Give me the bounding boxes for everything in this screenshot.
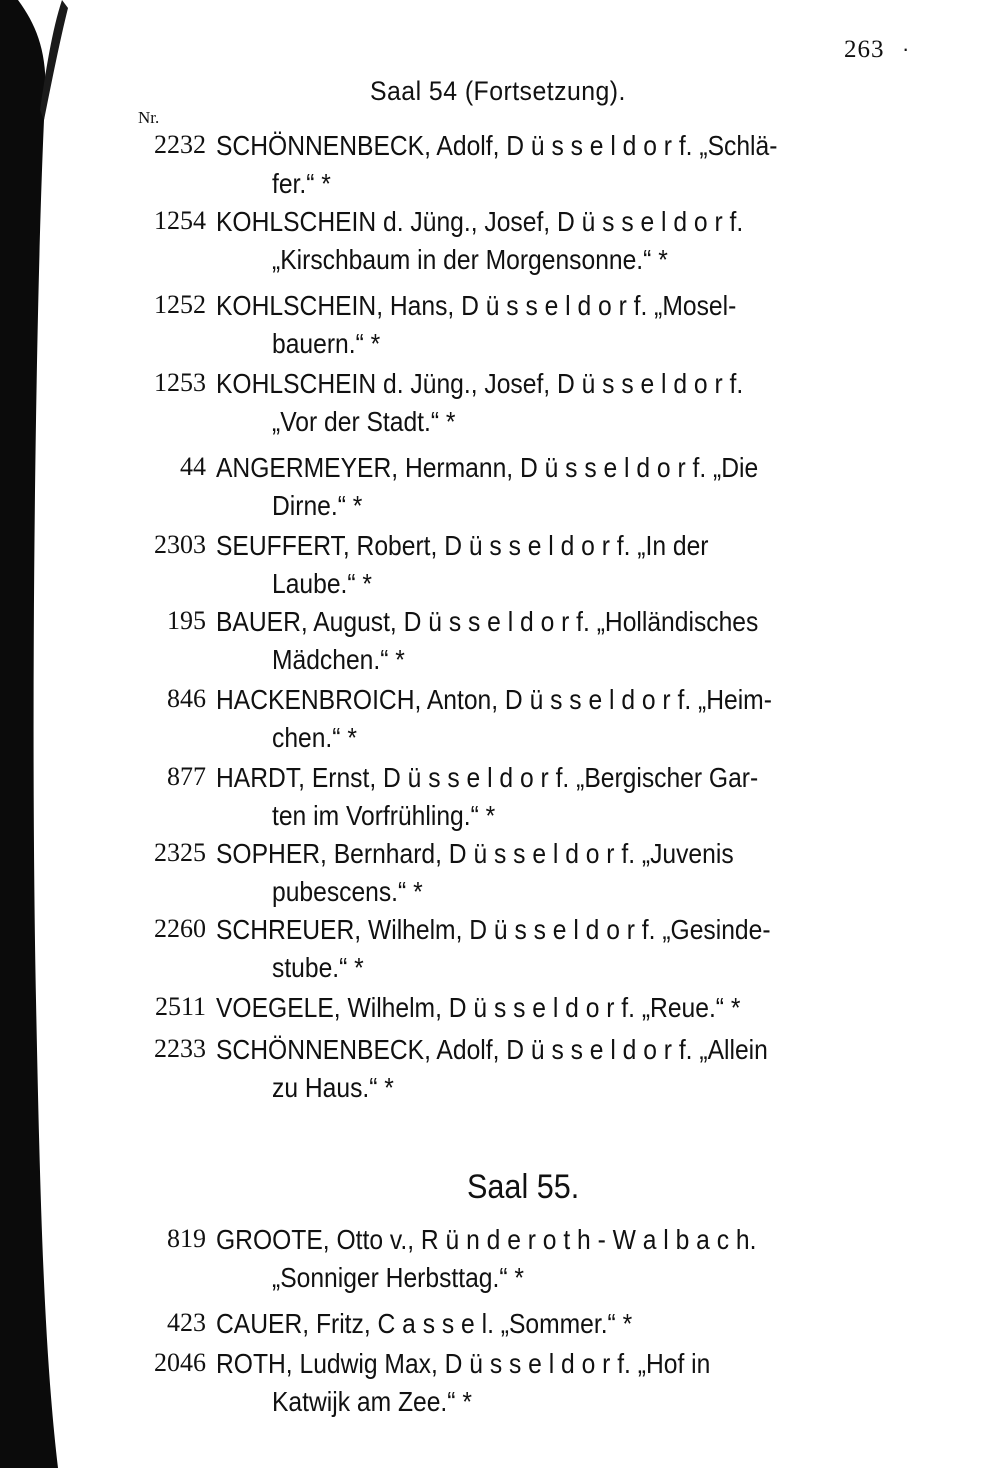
entry-line-1: SCHÖNNENBECK, Adolf, D ü s s e l d o r f. „Allein [216, 1034, 768, 1065]
entry-line-2: „Kirschbaum in der Morgensonne.“ * [272, 244, 668, 275]
section-title: Saal 55. [467, 1168, 580, 1206]
entry-line-1: BAUER, August, D ü s s e l d o r f. „Holländisches [216, 606, 759, 637]
entry-line-2: Katwijk am Zee.“ * [272, 1386, 472, 1417]
page-number: 263 [844, 36, 885, 63]
entry-line-2: bauern.“ * [272, 328, 381, 359]
running-header: Saal 54 (Fortsetzung). [370, 76, 626, 106]
entry-line-1: CAUER, Fritz, C a s s e l. „Sommer.“ * [216, 1308, 633, 1339]
entry-number: 2233 [154, 1034, 206, 1063]
entry-line-2: „Sonniger Herbsttag.“ * [272, 1262, 524, 1293]
entry-line-1: SCHREUER, Wilhelm, D ü s s e l d o r f. „Gesinde- [216, 914, 771, 945]
entry-line-2: Laube.“ * [272, 568, 373, 599]
entry-number: 195 [167, 606, 206, 635]
entry-number: 877 [167, 762, 206, 791]
entry-number: 2303 [154, 530, 206, 559]
entry-line-2: Dirne.“ * [272, 490, 363, 521]
entry-line-2: chen.“ * [272, 722, 357, 753]
entry-line-2: pubescens.“ * [272, 876, 423, 907]
entry-number: 423 [167, 1308, 206, 1337]
entry-line-2: „Vor der Stadt.“ * [272, 406, 456, 437]
entry-line-2: fer.“ * [272, 168, 331, 199]
entry-number: 1254 [154, 206, 206, 235]
entry-line-1: SOPHER, Bernhard, D ü s s e l d o r f. „Juvenis [216, 838, 734, 869]
entry-line-1: ROTH, Ludwig Max, D ü s s e l d o r f. „Hof in [216, 1348, 711, 1379]
entry-line-1: GROOTE, Otto v., R ü n d e r o t h - W a l b a c h. [216, 1224, 757, 1255]
entry-line-1: KOHLSCHEIN, Hans, D ü s s e l d o r f. „Mosel- [216, 290, 737, 321]
entry-line-1: VOEGELE, Wilhelm, D ü s s e l d o r f. „Reue.“ * [216, 992, 741, 1023]
entry-number: 846 [167, 684, 206, 713]
entry-line-1: ANGERMEYER, Hermann, D ü s s e l d o r f. „Die [216, 452, 759, 483]
page-number-mark: · [902, 36, 910, 61]
entry-number: 819 [167, 1224, 206, 1253]
entry-line-2: ten im Vorfrühling.“ * [272, 800, 496, 831]
entry-line-1: SEUFFERT, Robert, D ü s s e l d o r f. „In der [216, 530, 709, 561]
entry-line-2: zu Haus.“ * [272, 1072, 394, 1103]
entry-number: 1252 [154, 290, 206, 319]
entry-line-1: HARDT, Ernst, D ü s s e l d o r f. „Bergischer Gar- [216, 762, 759, 793]
entry-number: 1253 [154, 368, 206, 397]
entry-line-1: SCHÖNNENBECK, Adolf, D ü s s e l d o r f. „Schlä- [216, 130, 778, 161]
entry-number: 2260 [154, 914, 206, 943]
entry-line-1: KOHLSCHEIN d. Jüng., Josef, D ü s s e l d o r f. [216, 368, 744, 399]
entry-line-2: stube.“ * [272, 952, 364, 983]
entry-line-2: Mädchen.“ * [272, 644, 405, 675]
entry-line-1: HACKENBROICH, Anton, D ü s s e l d o r f. „Heim- [216, 684, 772, 715]
entry-number: 2046 [154, 1348, 206, 1377]
entry-line-1: KOHLSCHEIN d. Jüng., Josef, D ü s s e l d o r f. [216, 206, 744, 237]
book-spine-shadow [0, 0, 70, 1468]
entry-number: 2232 [154, 130, 206, 159]
entry-number: 2325 [154, 838, 206, 867]
entry-number: 44 [180, 452, 206, 481]
entry-number: 2511 [154, 992, 206, 1021]
nr-column-label: Nr. [138, 108, 160, 127]
